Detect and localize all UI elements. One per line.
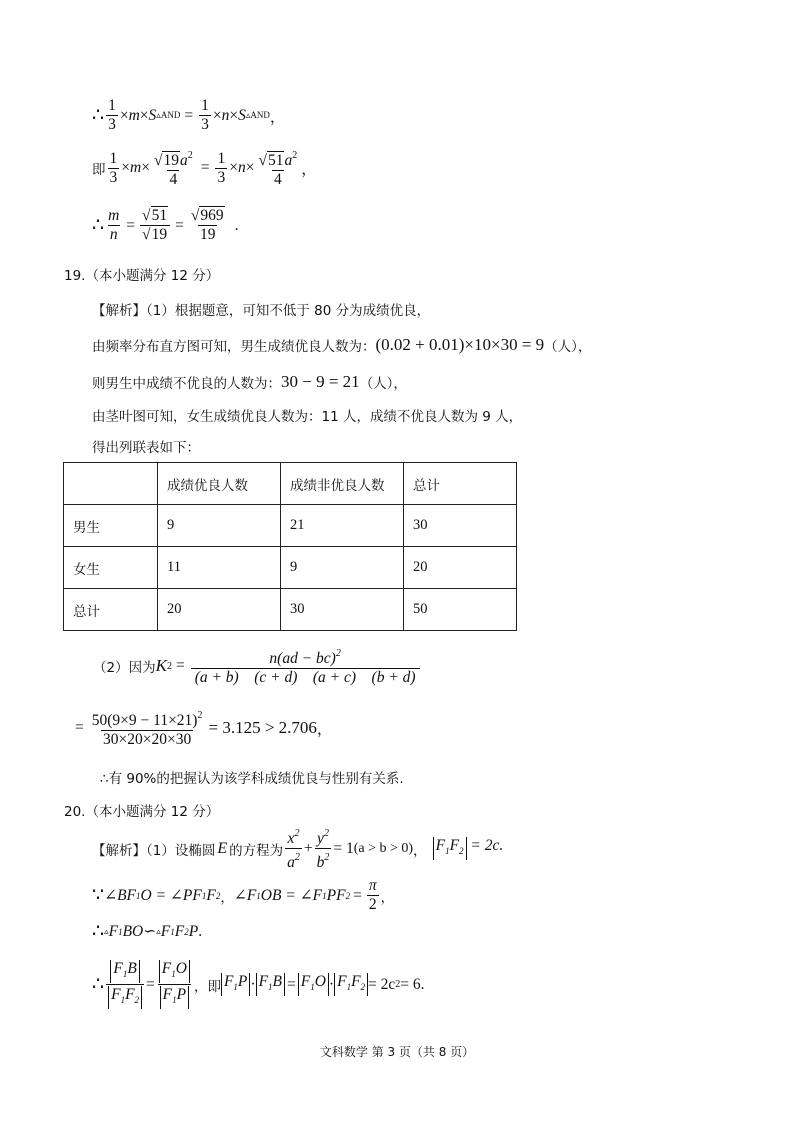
fraction-pi-over-2: $\frac{\pi}{2}$ xyxy=(368,877,377,913)
q19-conclusion: ∴有 90%的把握认为该学科成绩优良与性别有关系. xyxy=(100,771,404,787)
q19-paragraph-1: 【解析】（1）根据题意，可知不低于 80 分为成绩优良， xyxy=(92,303,431,319)
table-cell: 20 xyxy=(158,589,281,631)
table-cell: 21 xyxy=(281,505,404,547)
male-good-formula: (0.02 + 0.01)×10×30 = 9 xyxy=(375,335,545,354)
k2-formula: （2）因为 K 2 = $\frac{n(ad - bc)^2}{(a + b) (c + d) (a + c) (b + d)}$ xyxy=(93,646,422,686)
k2-calculation: = $\frac{50(9\times 9 - 11\times 21)^2}{30\times 20\times 20\times 30}$ = 3.125 > 2.706 ， xyxy=(75,710,333,748)
table-cell: 30 xyxy=(281,589,404,631)
fraction-y2-over-b2: $\frac{y^2}{b^2}$ xyxy=(316,828,330,871)
q19-paragraph-2: 由频率分布直方图可知，男生成绩优良人数为： (0.02 + 0.01)×10×30 = 9 （人）， xyxy=(92,335,592,355)
table-header-cell: 总计 xyxy=(404,463,517,505)
q19-paragraph-3: 则男生中成绩不优良的人数为： 30 − 9 = 21 （人）， xyxy=(92,372,407,392)
page-footer: 文科数学 第 3 页（共 8 页） xyxy=(319,1045,475,1059)
triangle-icon: ▵ xyxy=(104,926,109,936)
table-header-cell xyxy=(64,463,158,505)
q20-angle-line: ∵ ∠BF 1 O = ∠PF 1 F 2 ， ∠F 1 OB = ∠F 1 PF 2 = $\frac{\pi}{2}$ ， xyxy=(92,877,395,913)
table-cell: 总计 xyxy=(64,589,158,631)
contingency-table xyxy=(63,462,517,631)
fraction-one-third: $\frac{1}{3}$ xyxy=(108,97,116,133)
table-cell: 20 xyxy=(404,547,517,589)
similar-symbol: ∽ xyxy=(143,923,157,940)
q19-header: 19.（本小题满分 12 分） xyxy=(64,268,220,284)
sec18-line2: 即 $\frac{1}{3}$ × m × $\frac{√19a^2}{4}$ = $\frac{1}{3}$ × n × $\frac{√51a^2}{4}$ ， xyxy=(92,149,317,188)
table-cell: 女生 xyxy=(64,547,158,589)
q20-similar-line: ∴ ▵ F 1 BO ∽ ▵ F 1 F 2 P . xyxy=(92,921,203,942)
k2-fraction: $\frac{n(ad - bc)^2}{(a + b) (c + d) (a + c) (b + d)}$ xyxy=(191,646,420,686)
fraction-f1b-over-f1f2: $\frac{F_1B}{F_1F_2}$ xyxy=(106,960,144,1009)
f1f2-distance: $F_1F_2 = 2c$. xyxy=(433,837,504,860)
table-cell: 9 xyxy=(281,547,404,589)
fraction-sqrt19-a2-over-4: $\frac{√19a^2}{4}$ xyxy=(153,150,193,188)
table-cell: 11 xyxy=(158,547,281,589)
table-row xyxy=(64,547,517,589)
sec18-line1: ∴ $\frac{1}{3}$ × m × S ▵AND = $\frac{1}{3}$ × n × S ▵AND ， xyxy=(92,97,286,133)
q19-paragraph-5: 得出列联表如下： xyxy=(92,440,200,456)
triangle-icon: ▵ xyxy=(156,926,161,936)
therefore-symbol: ∴ xyxy=(92,105,105,126)
table-cell: 男生 xyxy=(64,505,158,547)
table-row xyxy=(64,505,517,547)
fraction-one-third-4: $\frac{1}{3}$ xyxy=(217,149,226,186)
fraction-x2-over-a2: $\frac{x^2}{a^2}$ xyxy=(287,828,300,871)
fraction-f1o-over-f1p: $\frac{F_1O}{F_1P}$ xyxy=(157,960,192,1009)
q20-header: 20.（本小题满分 12 分） xyxy=(64,804,220,820)
q19-paragraph-4: 由茎叶图可知，女生成绩优良人数为：11 人，成绩不优良人数为 9 人， xyxy=(92,409,523,425)
fraction-sqrt969-over-19: $\frac{√969}{19}$ xyxy=(190,207,224,243)
table-row xyxy=(64,589,517,631)
table-cell: 50 xyxy=(404,589,517,631)
q20-paragraph-1: 【解析】（1）设椭圆 E 的方程为 $\frac{x^2}{a^2}$ + $\frac{y^2}{b^2}$ = 1 (a > b > 0) ， $F_1F_2 = 2c$. xyxy=(92,828,504,871)
fraction-one-third-3: $\frac{1}{3}$ xyxy=(109,149,118,186)
fraction-sqrt51-a2-over-4: $\frac{√51a^2}{4}$ xyxy=(258,150,298,188)
table-header-cell: 成绩优良人数 xyxy=(158,463,281,505)
male-not-good-formula: 30 − 9 = 21 xyxy=(281,372,360,391)
q20-ratio-line: ∴ $\frac{F_1B}{F_1F_2}$ = $\frac{F_1O}{F_1P}$ ， 即 $F_1P$ · $F_1B$ = $F_1O$ · $F_1F_2$ = 2c 2 = 6 . xyxy=(92,960,425,1009)
table-header-row xyxy=(64,463,517,505)
fraction-one-third-2: $\frac{1}{3}$ xyxy=(201,97,209,133)
table-cell: 30 xyxy=(404,505,517,547)
sec18-line3: ∴ $\frac{m}{n}$ = $\frac{√51}{√19}$ = $\frac{√969}{19}$ . xyxy=(92,207,239,243)
table-cell: 9 xyxy=(158,505,281,547)
fraction-m-over-n: $\frac{m}{n}$ xyxy=(108,207,120,243)
table-header-cell: 成绩非优良人数 xyxy=(281,463,404,505)
fraction-sqrt51-over-sqrt19: $\frac{√51}{√19}$ xyxy=(140,208,170,243)
k2-calc-fraction: $\frac{50(9\times 9 - 11\times 21)^2}{30\times 20\times 20\times 30}$ xyxy=(91,710,203,748)
